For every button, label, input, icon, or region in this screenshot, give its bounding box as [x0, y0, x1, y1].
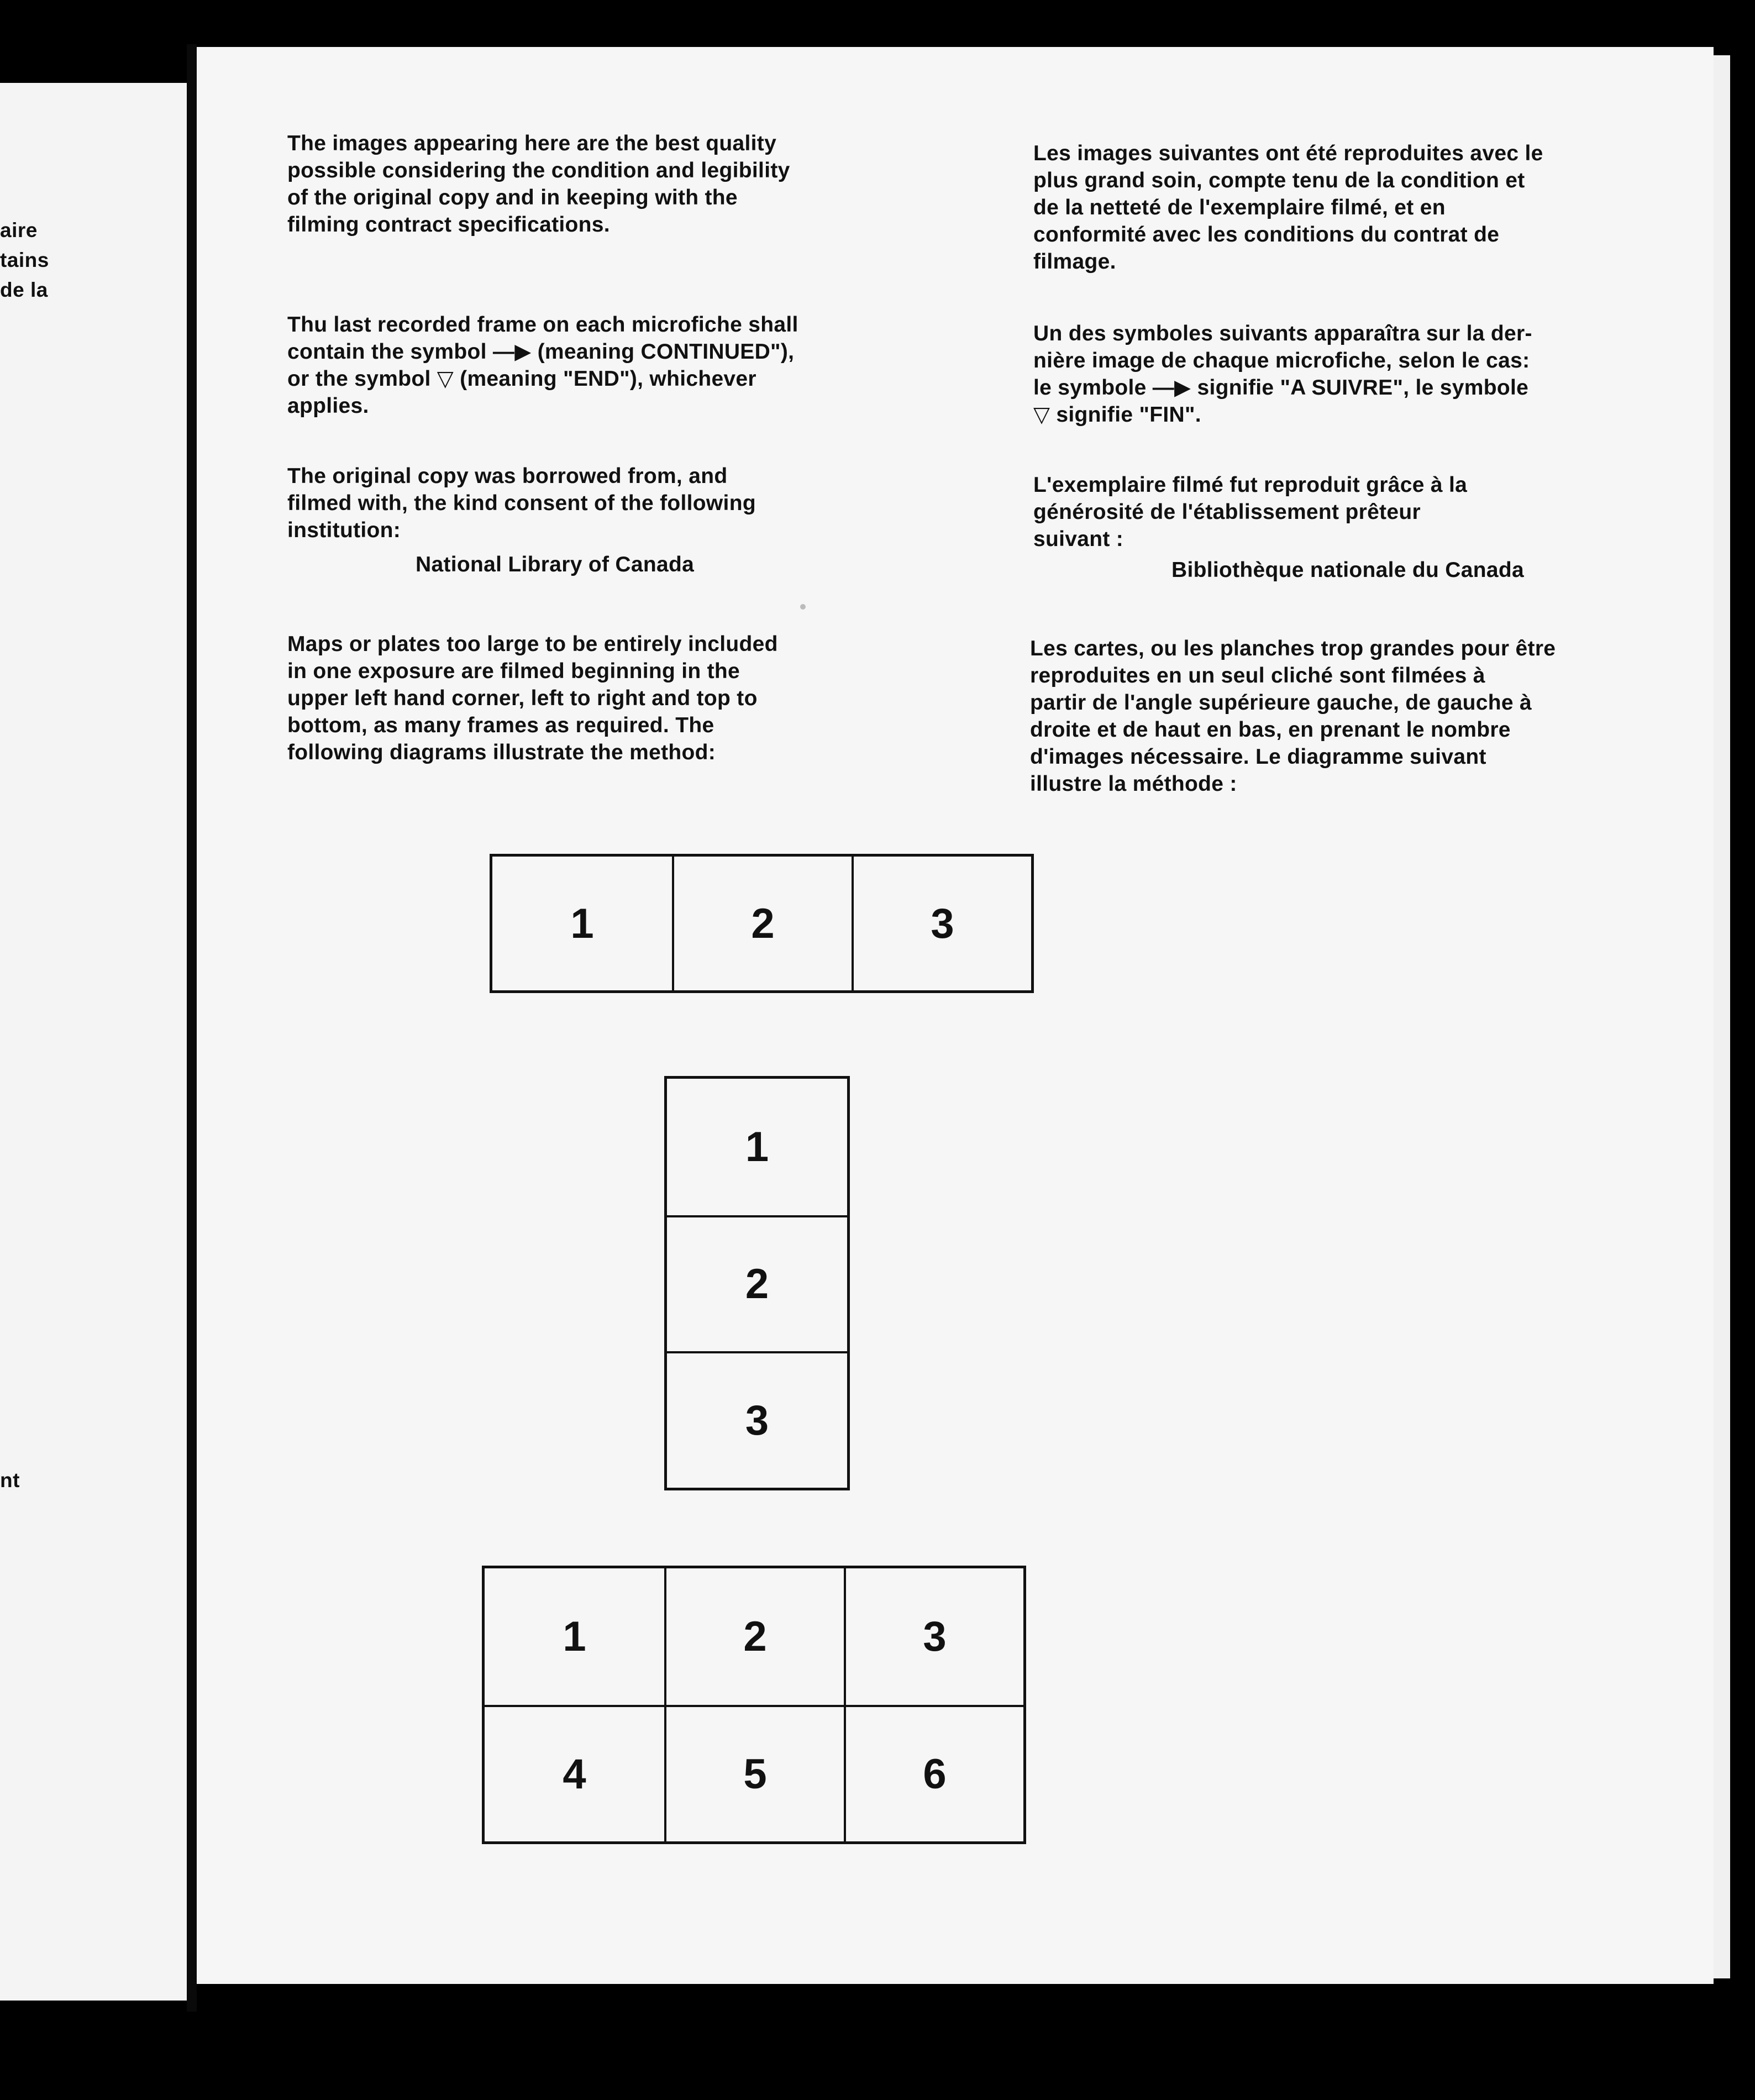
- french-quality-paragraph: Les images suivantes ont été reproduites avec le plus grand soin, compte tenu de la condition et de la netteté de l'exemplaire filmé, et en conformité avec les conditions du contrat de filmage.: [1033, 141, 1543, 274]
- french-institution-name: Bibliothèque nationale du Canada: [1171, 558, 1524, 582]
- french-symbol-paragraph: Un des symboles suivants apparaîtra sur la der- nière image de chaque microfiche, selon le cas: le symbole —▶ signifie "A SUIVRE", le symbole ▽ signifie "FIN".: [1033, 322, 1532, 427]
- frame-cell: 6: [844, 1705, 1023, 1841]
- english-symbol-paragraph: Thu last recorded frame on each microfiche shall contain the symbol —▶ (meaning CONTINUED"), or the symbol ▽ (meaning "END"), whichever applies.: [287, 313, 798, 418]
- frame-cell: 2: [664, 1568, 844, 1705]
- frame-cell: 1: [563, 1613, 586, 1660]
- diagram-horizontal-three-frames: [490, 854, 1034, 993]
- previous-page-sliver: [0, 83, 187, 2001]
- french-source-paragraph: L'exemplaire filmé fut reproduit grâce à la générosité de l'établissement prêteur suivant :: [1033, 473, 1468, 551]
- frame-cell: 2: [667, 1215, 847, 1352]
- english-maps-paragraph: Maps or plates too large to be entirely included in one exposure are filmed beginning in the upper left hand corner, left to right and top to bottom, as many frames as required. The following diagrams illustrate the method:: [287, 632, 778, 764]
- frame-cell: 2: [672, 857, 852, 990]
- french-maps-paragraph: Les cartes, ou les planches trop grandes pour être reproduites en un seul cliché sont filmées à partir de l'angle supérieure gauche, de gauche à droite et de haut en bas, en prenant le nombre d'images nécessaire. Le diagramme suivant illustre la méthode :: [1030, 637, 1556, 796]
- page-gutter: [187, 44, 197, 2012]
- english-source-paragraph: The original copy was borrowed from, and filmed with, the kind consent of the following institution:: [287, 464, 756, 542]
- scan-speck: [800, 604, 806, 610]
- frame-cell: 3: [852, 857, 1031, 990]
- previous-page-fragment: tains: [0, 249, 49, 271]
- previous-page-fragment: nt: [0, 1469, 20, 1492]
- frame-cell: 4: [485, 1705, 664, 1841]
- diagram-vertical-three-frames: [664, 1076, 850, 1490]
- frame-cell: 1: [745, 1123, 769, 1170]
- frame-cell: 3: [667, 1351, 847, 1488]
- previous-page-fragment: de la: [0, 279, 48, 301]
- diagram-grid-six-frames: [482, 1566, 1026, 1844]
- previous-page-fragment: aire: [0, 219, 38, 242]
- page-right-edge: [1714, 55, 1730, 1978]
- frame-cell: 1: [570, 900, 594, 947]
- english-quality-paragraph: The images appearing here are the best quality possible considering the condition and legibility of the original copy and in keeping with the filming contract specifications.: [287, 132, 790, 237]
- english-institution-name: National Library of Canada: [416, 553, 695, 576]
- frame-cell: 3: [844, 1568, 1023, 1705]
- frame-cell: 5: [664, 1705, 844, 1841]
